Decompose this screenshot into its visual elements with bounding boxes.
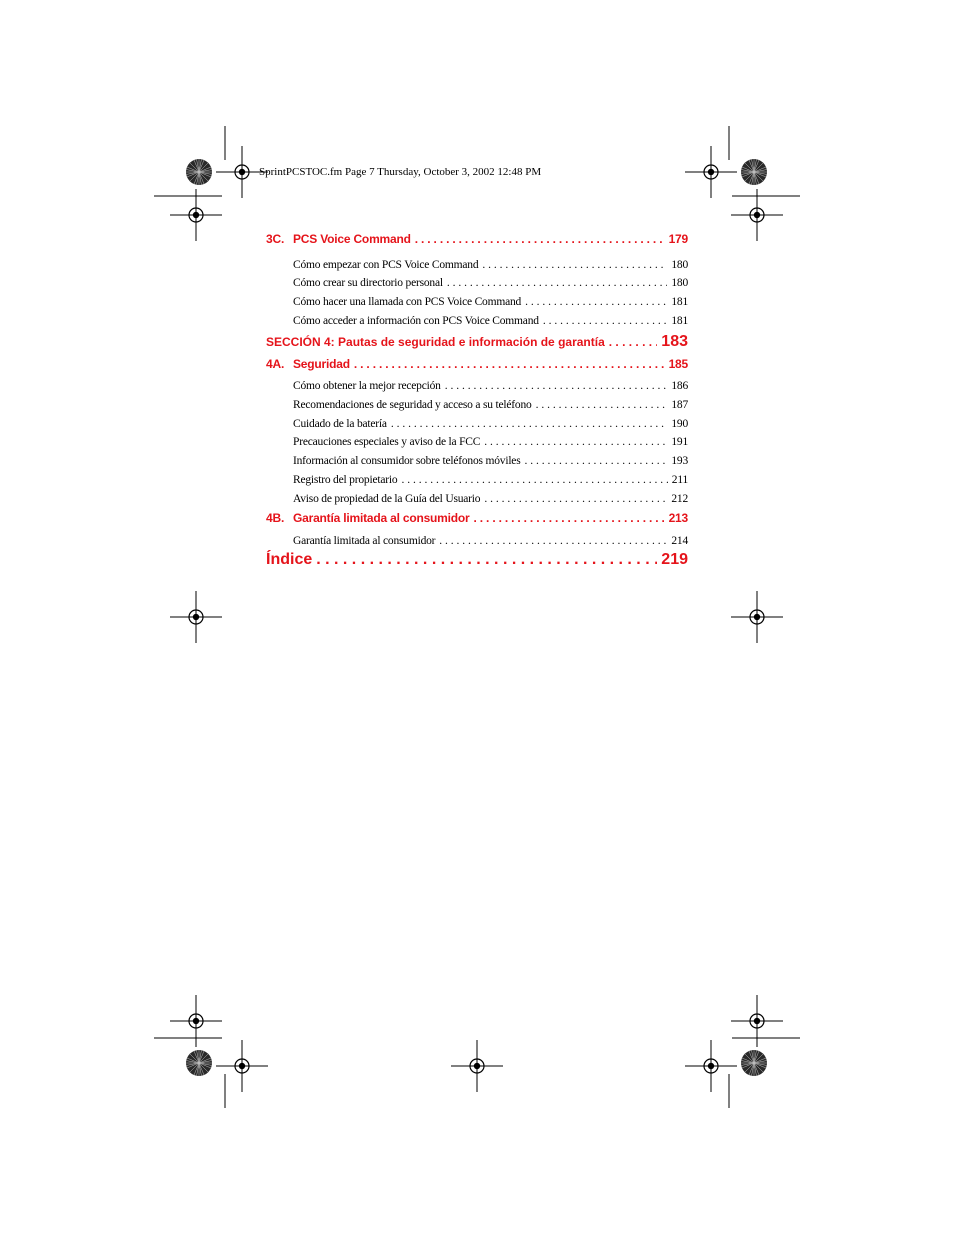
section-number: 4A. <box>266 357 285 371</box>
dot-leader <box>439 535 667 547</box>
dot-leader <box>316 551 657 569</box>
entry-title: Cómo hacer una llamada con PCS Voice Command <box>293 296 522 308</box>
registration-mark-upper-left <box>170 189 222 241</box>
entry-title: Aviso de propiedad de la Guía del Usuario <box>293 493 481 505</box>
dot-leader <box>525 455 668 467</box>
entry-title: Cómo acceder a información con PCS Voice Command <box>293 315 539 327</box>
entry-title: Cómo empezar con PCS Voice Command <box>293 259 479 271</box>
toc-entry[interactable] <box>293 535 688 547</box>
star-target-top-left <box>186 159 212 185</box>
page-number: 185 <box>668 357 688 371</box>
page-number: 219 <box>661 551 688 568</box>
page-number: 190 <box>671 418 688 430</box>
entry-title: Cuidado de la batería <box>293 418 387 430</box>
toc-entry[interactable] <box>293 315 688 327</box>
dot-leader <box>447 277 667 289</box>
page-number: 180 <box>671 277 688 289</box>
star-target-bottom-right <box>741 1050 767 1076</box>
toc-entry[interactable] <box>293 418 688 430</box>
toc-entry[interactable] <box>293 380 688 392</box>
page-number: 179 <box>668 232 688 246</box>
dot-leader <box>445 380 668 392</box>
dot-leader <box>401 474 667 486</box>
toc-entry[interactable] <box>293 399 688 411</box>
page-number: 191 <box>671 436 688 448</box>
star-target-top-right <box>741 159 767 185</box>
toc-entry[interactable] <box>293 259 688 271</box>
dot-leader <box>525 296 667 308</box>
entry-title: Registro del propietario <box>293 474 398 486</box>
page-number: 214 <box>671 535 688 547</box>
dot-leader <box>543 315 668 327</box>
dot-leader <box>484 436 667 448</box>
entry-title: Garantía limitada al consumidor <box>293 535 436 547</box>
entry-title: Cómo obtener la mejor recepción <box>293 380 441 392</box>
section-title: PCS Voice Command <box>293 232 411 246</box>
toc-section-4a[interactable] <box>266 357 688 371</box>
registration-mark-bottom-center <box>451 1040 503 1092</box>
file-header: SprintPCSTOC.fm Page 7 Thursday, October 3, 2002 12:48 PM <box>259 166 542 178</box>
page-number: 193 <box>671 455 688 467</box>
entry-title: Cómo crear su directorio personal <box>293 277 443 289</box>
toc-entry[interactable] <box>293 296 688 308</box>
toc-entry[interactable] <box>293 455 688 467</box>
index-title: Índice <box>266 551 313 568</box>
page-number: 183 <box>661 333 688 350</box>
registration-mark-mid-left <box>170 591 222 643</box>
part-title: SECCIÓN 4: Pautas de seguridad e información de garantía <box>266 335 605 349</box>
registration-mark-bottom-left <box>216 1040 268 1092</box>
registration-mark-upper-right <box>731 189 783 241</box>
entry-title: Recomendaciones de seguridad y acceso a su teléfono <box>293 399 532 411</box>
toc-part-seccion-4[interactable] <box>266 333 688 351</box>
toc-section-3c[interactable] <box>266 232 688 246</box>
entry-title: Información al consumidor sobre teléfonos móviles <box>293 455 521 467</box>
section-number: 3C. <box>266 232 285 246</box>
page-number: 186 <box>671 380 688 392</box>
registration-mark-lower-left <box>170 995 222 1047</box>
registration-mark-mid-right <box>731 591 783 643</box>
dot-leader <box>482 259 667 271</box>
page-number: 212 <box>671 493 688 505</box>
page-number: 213 <box>668 511 688 525</box>
page-number: 181 <box>671 315 688 327</box>
toc-index[interactable] <box>266 551 688 569</box>
crop-lines <box>154 126 800 1108</box>
dot-leader <box>536 399 668 411</box>
section-title: Seguridad <box>293 357 350 371</box>
dot-leader <box>609 335 658 349</box>
registration-mark-lower-right <box>731 995 783 1047</box>
toc-entry[interactable] <box>293 436 688 448</box>
toc-section-4b[interactable] <box>266 511 688 525</box>
section-title: Garantía limitada al consumidor <box>293 511 470 525</box>
section-number: 4B. <box>266 511 285 525</box>
toc-entry[interactable] <box>293 474 688 486</box>
page-number: 211 <box>671 474 688 486</box>
page-number: 181 <box>671 296 688 308</box>
page-number: 187 <box>671 399 688 411</box>
dot-leader <box>391 418 668 430</box>
dot-leader <box>474 511 665 525</box>
toc-entry[interactable] <box>293 493 688 505</box>
dot-leader <box>354 357 665 371</box>
star-target-bottom-left <box>186 1050 212 1076</box>
dot-leader <box>484 493 667 505</box>
dot-leader <box>415 232 665 246</box>
entry-title: Precauciones especiales y aviso de la FCC <box>293 436 481 448</box>
toc-entry[interactable] <box>293 277 688 289</box>
page-number: 180 <box>671 259 688 271</box>
